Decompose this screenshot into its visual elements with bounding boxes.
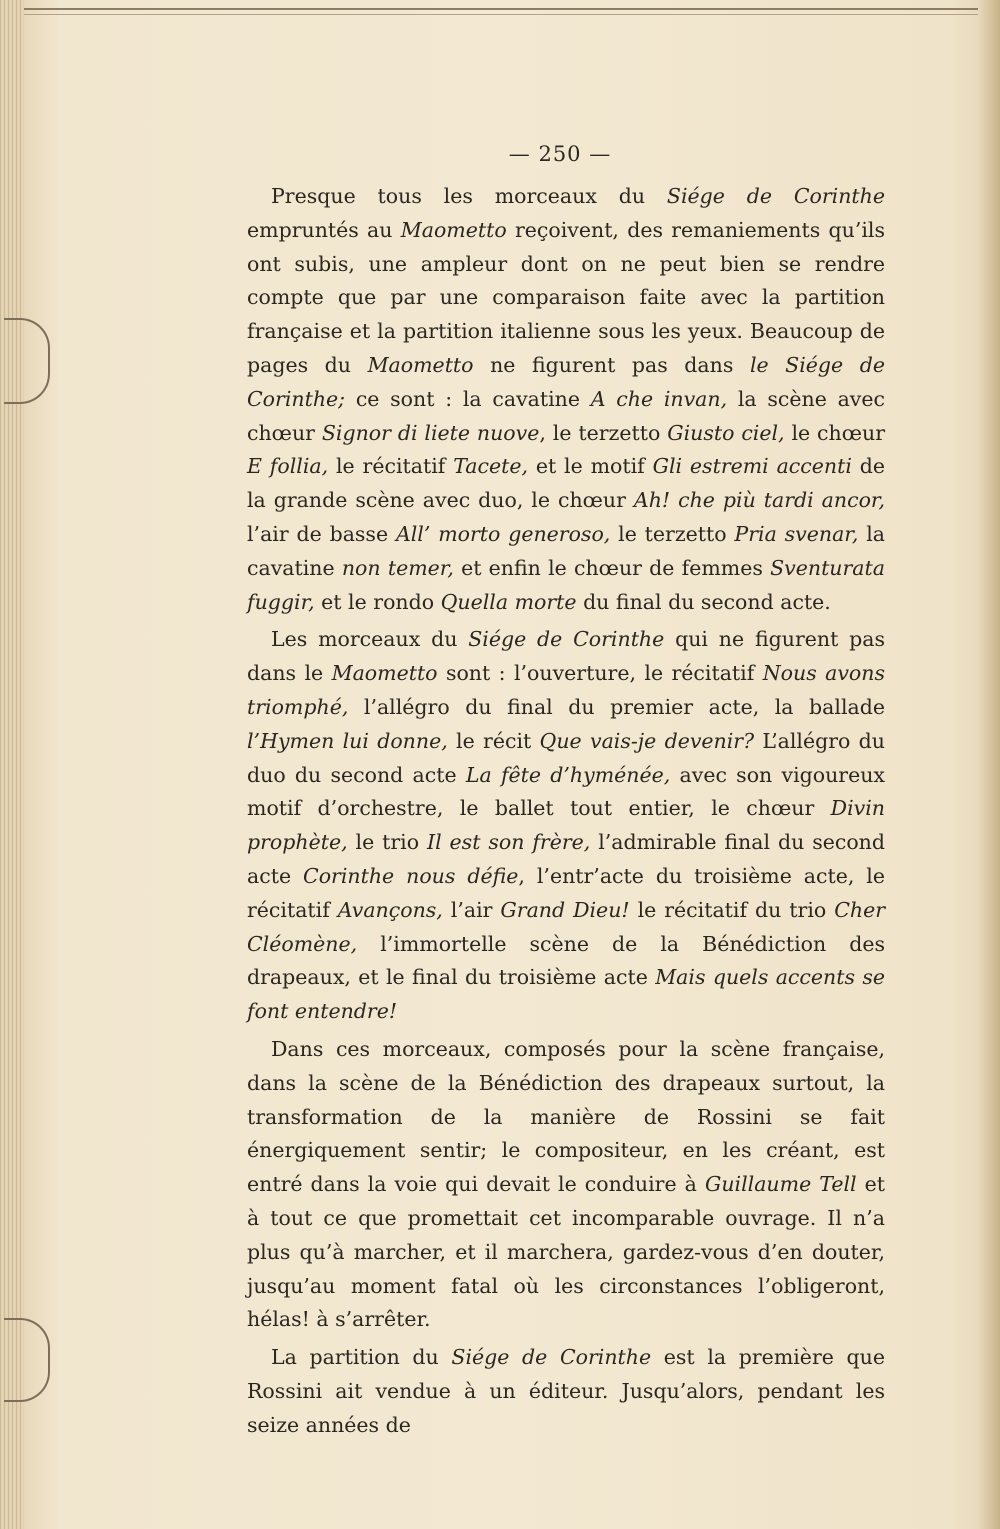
top-rule-secondary [24, 14, 978, 15]
text-run: le terzetto [610, 521, 735, 546]
italic-title: Avançons, [337, 897, 443, 922]
text-run: la cavatine [247, 521, 885, 580]
text-run: le récitatif [328, 454, 454, 479]
text-run: La partition du [271, 1345, 452, 1370]
italic-title: l’Hymen lui donne, [247, 728, 448, 753]
text-run: l’admirable final du second acte [247, 830, 885, 888]
italic-title: Il est son frère, [426, 830, 591, 855]
text-run: l’air de basse [247, 521, 396, 546]
text-run: est la première que Rossini ait vendue à un éditeur. Jusqu’alors, pendant les seize années de [247, 1345, 885, 1437]
italic-title: Signor di liete nuove [321, 420, 540, 445]
italic-title: Ah! che più tardi ancor, [633, 488, 885, 513]
italic-title: Maometto [367, 352, 474, 377]
italic-title: Siége de Corinthe [468, 627, 665, 652]
text-run: le trio [347, 830, 427, 855]
text-run: et à tout ce que promettait cet incomparable ouvrage. Il n’a plus qu’à marcher, et il marchera, gardez-vous d’en douter, jusqu’au moment fatal où les circonstances l’obligeront, hélas! à s’arrêter. [247, 1172, 886, 1332]
italic-title: Maometto [331, 661, 438, 686]
italic-title: Sventurata fuggir, [247, 555, 885, 614]
italic-title: La fête d’hyménée, [465, 762, 671, 787]
binding-clip-top [4, 318, 50, 404]
text-run: et enfin le chœur de femmes [453, 555, 771, 580]
text-run: ce sont : la cavatine [345, 386, 591, 411]
paragraph [247, 623, 885, 1029]
italic-title: Siége de Corinthe [451, 1345, 652, 1370]
text-run: , le terzetto [539, 420, 668, 445]
text-run: l’immortelle scène de la Bénédiction des drapeaux, et le final du troisième acte [247, 931, 885, 990]
paragraph [247, 1341, 885, 1442]
text-run: reçoivent, des remaniements qu’ils ont subis, une ampleur dont on ne peut bien se rendre compte que par une comparaison faite avec la partition française et la partition italienne sous les yeux. Beaucoup de pages du [247, 217, 886, 377]
italic-title: Cher Cléomène, [247, 897, 886, 956]
italic-title: All’ morto generoso, [395, 521, 611, 546]
text-run: l’allégro du final du premier acte, la ballade [348, 694, 885, 719]
text-run: le chœur [784, 420, 885, 445]
italic-title: Tacete, [453, 454, 528, 479]
italic-title: E follia, [247, 454, 329, 479]
text-run: Dans ces morceaux, composés pour la scène française, dans la scène de la Bénédiction des drapeaux surtout, la transformation de la manière de Rossini se fait énergiquement sentir; le compositeur, en les créant, est entré dans la voie qui devait le conduire à [247, 1036, 885, 1197]
italic-title: Pria svenar, [734, 521, 859, 546]
text-run: et le rondo [314, 589, 441, 614]
italic-title: Corinthe nous défie [303, 863, 519, 888]
italic-title: Mais quels accents se font entendre! [247, 965, 885, 1024]
italic-title: Grand Dieu! [500, 897, 630, 922]
italic-title: Divin prophète, [247, 796, 885, 855]
text-run: Presque tous les morceaux du [271, 184, 667, 208]
text-run: la scène avec chœur [247, 386, 885, 445]
text-run: empruntés au [247, 217, 401, 242]
italic-title: Giusto ciel, [667, 420, 785, 445]
italic-title: le Siége de Corinthe; [247, 352, 885, 411]
italic-title: Maometto [400, 217, 507, 242]
text-run: de la grande scène avec duo, le chœur [247, 454, 886, 513]
italic-title: Que vais-je devenir? [539, 728, 755, 753]
text-run: le récitatif du trio [629, 897, 835, 922]
italic-title: Gli estremi accenti [652, 454, 852, 479]
italic-title: Quella morte [440, 589, 577, 614]
italic-title: Guillaume Tell [704, 1172, 857, 1197]
text-run: qui ne figurent pas dans le [247, 627, 886, 686]
text-run: sont : l’ouverture, le récitatif [437, 661, 763, 686]
italic-title: Nous avons triomphé, [247, 661, 885, 719]
italic-title: Siége de Corinthe [666, 184, 885, 208]
italic-title: non temer, [341, 555, 454, 580]
binding-edge [0, 0, 24, 1529]
page-edge-right [978, 0, 1000, 1529]
text-run: l’air [442, 897, 501, 922]
text-run: avec son vigoureux motif d’orchestre, le ballet tout entier, le chœur [247, 762, 885, 821]
text-run: , l’entr’acte du troisième acte, le récitatif [247, 863, 885, 922]
text-run: ne figurent pas dans [473, 352, 750, 377]
text-run: le récit [447, 728, 540, 753]
body-text [247, 180, 885, 1442]
text-run: du final du second acte. [576, 589, 831, 614]
text-run: Les morceaux du [271, 627, 469, 652]
binding-clip-bottom [4, 1318, 50, 1402]
top-rule [24, 8, 978, 10]
paragraph [247, 1033, 885, 1337]
italic-title: A che invan, [590, 386, 728, 411]
text-run: et le motif [528, 454, 653, 479]
paragraph [247, 180, 885, 619]
text-run: L’allégro du duo du second acte [247, 728, 885, 787]
page-number: — 250 — [508, 142, 612, 166]
